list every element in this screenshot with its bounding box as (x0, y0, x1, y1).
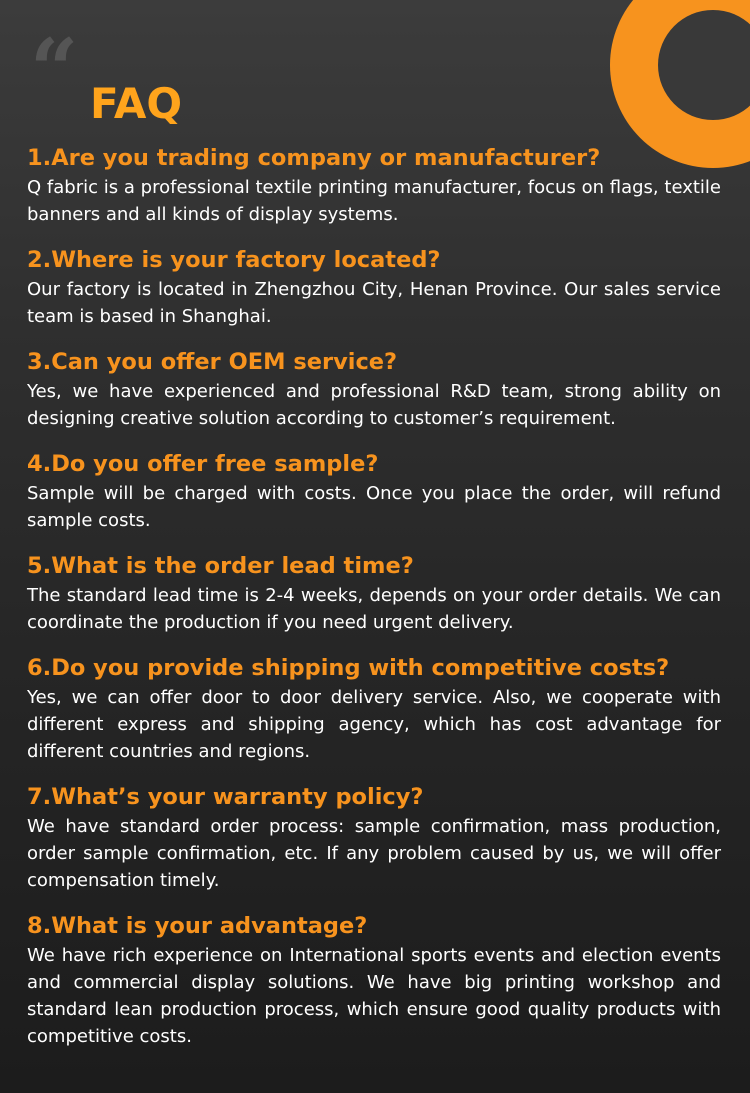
faq-item-3 (27, 348, 721, 432)
faq-item-2 (27, 246, 721, 330)
page-title: FAQ (90, 79, 183, 129)
faq-answer: Q fabric is a professional textile printing manufacturer, focus on flags, textile banners and all kinds of display systems. (27, 177, 721, 225)
faq-item-1 (27, 144, 721, 228)
faq-question: 2.Where is your factory located? (27, 247, 441, 273)
faq-question: 4.Do you offer free sample? (27, 451, 379, 477)
faq-answer: We have standard order process: sample confirmation, mass production, order sample confirmation, etc. If any problem caused by us, we will offer compensation timely. (27, 816, 721, 891)
faq-question: 1.Are you trading company or manufacturer? (27, 145, 601, 171)
faq-item-4 (27, 450, 721, 534)
faq-answer: We have rich experience on International sports events and election events and commercial display solutions. We have big printing workshop and standard lean production process, which ensure good quality products with competitive costs. (27, 945, 721, 1047)
decorative-ring-hole (658, 10, 750, 120)
faq-item-8 (27, 912, 721, 1050)
faq-answer: The standard lead time is 2-4 weeks, depends on your order details. We can coordinate the production if you need urgent delivery. (27, 585, 721, 633)
faq-answer: Yes, we can offer door to door delivery service. Also, we cooperate with different express and shipping agency, which has cost advantage for different countries and regions. (27, 687, 721, 762)
faq-question: 3.Can you offer OEM service? (27, 349, 398, 375)
decorative-ring (610, 0, 750, 168)
faq-answer: Our factory is located in Zhengzhou City, Henan Province. Our sales service team is based in Shanghai. (27, 279, 721, 327)
faq-question: 8.What is your advantage? (27, 913, 368, 939)
faq-question: 6.Do you provide shipping with competitive costs? (27, 655, 670, 681)
faq-answer: Yes, we have experienced and professional R&D team, strong ability on designing creative solution according to customer’s requirement. (27, 381, 721, 429)
faq-item-5 (27, 552, 721, 636)
quote-mark-icon: “ (30, 20, 73, 119)
faq-item-6 (27, 654, 721, 765)
faq-question: 7.What’s your warranty policy? (27, 784, 424, 810)
faq-answer: Sample will be charged with costs. Once you place the order, will refund sample costs. (27, 483, 721, 531)
faq-item-7 (27, 783, 721, 894)
faq-question: 5.What is the order lead time? (27, 553, 414, 579)
